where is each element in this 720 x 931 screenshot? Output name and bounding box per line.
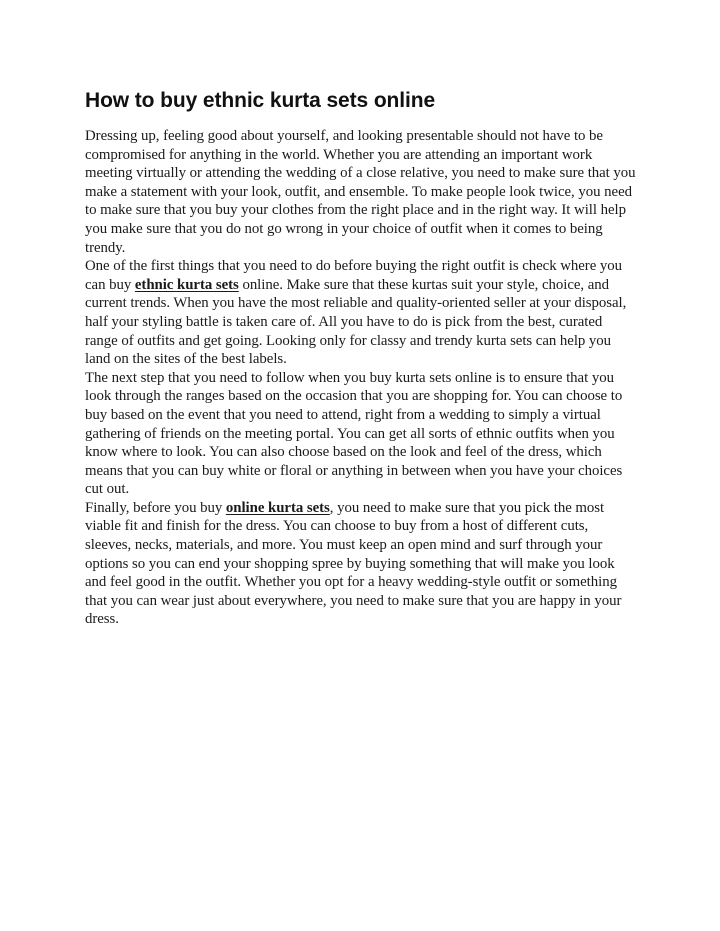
online-kurta-sets-link[interactable]: online kurta sets [225, 499, 330, 516]
paragraph-fit-text-2: , you need to make sure that you pick the most viable fit and finish for the dress. You can choose to buy from a host of different cuts, sleeves, necks, materials, and more. You must keep an open mind and surf through your options so you can end your shopping spree by buying something that will make you look and feel good in the outfit. Whether you opt for a heavy wedding-style outfit or something that you can wear just about everywhere, you need to make sure that you are happy in your dress. [85, 499, 622, 628]
paragraph-occasion: The next step that you need to follow when you buy kurta sets online is to ensure that you look through the ranges based on the occasion that you are shopping for. You can choose to buy based on the event that you need to attend, right from a wedding to simply a virtual gathering of friends on the meeting portal. You can get all sorts of ethnic outfits when you know where to look. You can also choose based on the look and feel of the dress, which means that you can buy white or floral or anything in between when you have your choices cut out. [85, 369, 623, 498]
article-title: How to buy ethnic kurta sets online [85, 89, 436, 112]
article-body [85, 86, 637, 629]
ethnic-kurta-sets-link[interactable]: ethnic kurta sets [134, 276, 239, 293]
paragraph-seller-text-2: online. Make sure that these kurtas suit your style, choice, and current trends. When you have the most reliable and quality-oriented seller at your disposal, half your styling battle is taken care of. All you have to do is pick from the best, curated range of outfits and get going. Looking only for classy and trendy kurta sets can help you land on the sites of the best labels. [85, 276, 627, 368]
paragraph-seller [85, 257, 637, 369]
paragraph-fit-text-1: Finally, before you buy [85, 499, 226, 516]
paragraph-intro: Dressing up, feeling good about yourself, and looking presentable should not have to be compromised for anything in the world. Whether you are attending an important work meeting virtually or attending the wedding of a close relative, you need to make sure that you make a statement with your look, outfit, and ensemble. To make people look twice, you need to make sure that you buy your clothes from the right place and in the right way. It will help you make sure that you do not go wrong in your choice of outfit when it comes to being trendy. [85, 128, 636, 256]
paragraph-fit [85, 499, 637, 629]
paragraph-seller-text-1: One of the first things that you need to do before buying the right outfit is check where you can buy [85, 258, 623, 293]
